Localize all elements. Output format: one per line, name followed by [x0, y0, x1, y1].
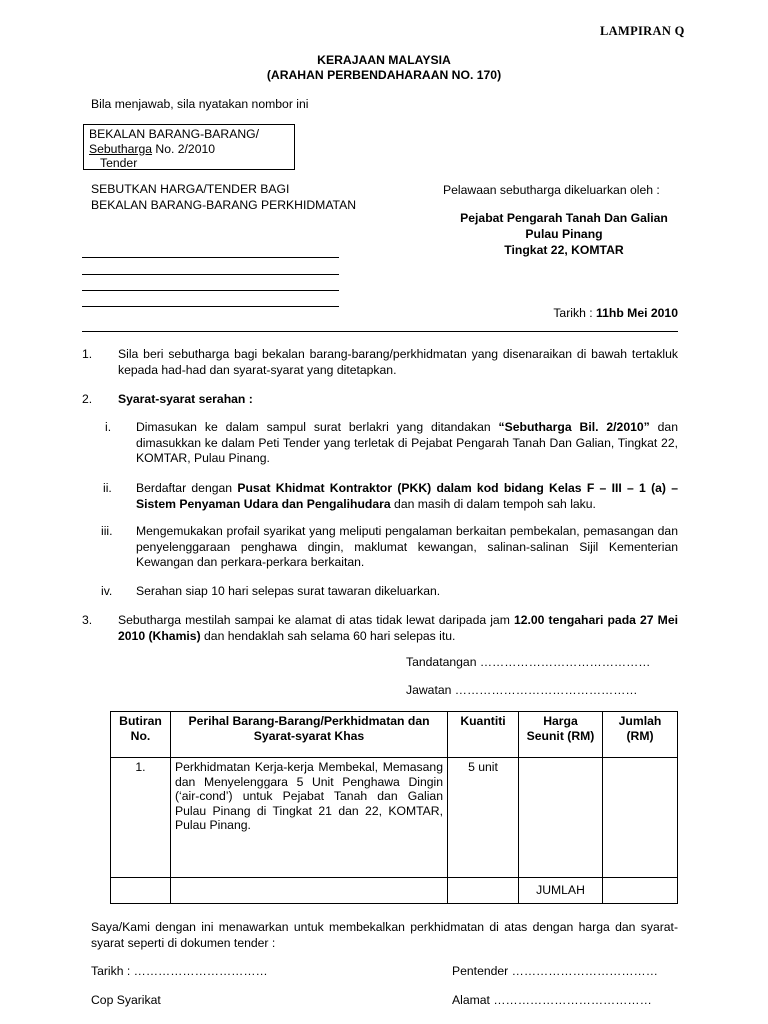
- sub-ii-b: dan masih di dalam tempoh sah laku.: [390, 496, 596, 511]
- item-1-number: 1.: [82, 347, 93, 361]
- row-number: 1.: [111, 758, 171, 878]
- footer-address: Alamat …………………………………: [452, 993, 652, 1007]
- sub-i-b: dan dimasukkan ke dalam Peti Tender yang terletak di Pejabat Pengarah Tanah Dan Galian, Tingkat 22, KOMTAR, Pulau Pinang.: [136, 420, 678, 466]
- items-table: [110, 711, 678, 904]
- header-harga-seunit: Harga Seunit (RM): [519, 712, 603, 758]
- date-label: Tarikh :: [553, 306, 597, 320]
- offer-statement: Saya/Kami dengan ini menawarkan untuk membekalkan perkhidmatan di atas dengan harga dan syarat-syarat seperti di dokumen tender :: [91, 920, 678, 950]
- item-3-b: dan hendaklah sah selama 60 hari selepas itu.: [200, 628, 456, 643]
- issuer-line-1: Pejabat Pengarah Tanah Dan Galian: [460, 211, 668, 225]
- lampiran-label: LAMPIRAN Q: [600, 24, 685, 38]
- issuer-intro: Pelawaan sebutharga dikeluarkan oleh :: [443, 183, 660, 197]
- sub-iii-text: [136, 524, 678, 571]
- item-2-title: Syarat-syarat serahan :: [118, 392, 253, 406]
- ref-line-1: BEKALAN BARANG-BARANG/: [89, 127, 259, 141]
- header-kuantiti: Kuantiti: [448, 712, 519, 758]
- header-butiran: Butiran No.: [111, 712, 171, 758]
- issuer-line-3: Tingkat 22, KOMTAR: [504, 243, 624, 257]
- footer-date: Tarikh : ……………………………: [91, 964, 268, 978]
- date-row: [553, 306, 678, 320]
- reply-note: Bila menjawab, sila nyatakan nombor ini: [91, 97, 309, 111]
- quote-heading-1: SEBUTKAN HARGA/TENDER BAGI: [91, 182, 290, 196]
- total-row-empty-3: [448, 878, 519, 904]
- issuer-line-2: Pulau Pinang: [525, 227, 603, 241]
- sub-ii-number: ii.: [103, 481, 112, 495]
- document-subtitle: (ARAHAN PERBENDAHARAAN NO. 170): [266, 68, 502, 82]
- reference-box: [83, 124, 295, 170]
- row-total: [603, 758, 678, 878]
- sub-ii-bold: Pusat Khidmat Kontraktor (PKK) dalam kod bidang Kelas F – III – 1 (a) – Sistem Penyaman Udara dan Pengalihudara: [136, 481, 679, 511]
- separator-line: [82, 331, 678, 332]
- ref-number: No. 2/2010: [152, 141, 216, 156]
- item-3-bold: 12.00 tengahari pada 27 Mei 2010 (Khamis): [118, 613, 678, 643]
- jumlah-label: JUMLAH: [519, 878, 603, 904]
- sub-ii-text: [136, 481, 678, 512]
- document-title: KERAJAAN MALAYSIA: [317, 53, 451, 67]
- blank-line: [82, 257, 339, 258]
- table-row: [111, 758, 678, 878]
- ref-sebutharga: Sebutharga: [89, 141, 153, 156]
- header-jumlah: Jumlah (RM): [603, 712, 678, 758]
- sub-i-a: Dimasukan ke dalam sampul surat berlakri yang ditandakan: [136, 420, 499, 434]
- row-unit-price: [519, 758, 603, 878]
- blank-line: [82, 306, 339, 307]
- ref-line-2: [89, 142, 289, 157]
- signature-line: Tandatangan ……………………………………: [406, 655, 651, 669]
- item-1-text: Sila beri sebutharga bagi bekalan barang-barang/perkhidmatan yang disenaraikan di bawah tertakluk kepada had-had dan syarat-syarat yang ditetapkan.: [118, 347, 678, 377]
- sub-i-text: [136, 420, 678, 467]
- blank-line: [82, 274, 339, 275]
- total-row-empty-2: [171, 878, 448, 904]
- position-line: Jawatan ………………………………………: [406, 683, 638, 697]
- item-2-number: 2.: [82, 392, 93, 406]
- header-perihal: Perihal Barang-Barang/Perkhidmatan dan Syarat-syarat Khas: [171, 712, 448, 758]
- item-3-a: Sebutharga mestilah sampai ke alamat di atas tidak lewat daripada jam: [118, 613, 514, 627]
- row-description: Perkhidmatan Kerja-kerja Membekal, Memasang dan Menyelenggara 5 Unit Penghawa Dingin (‘air-cond’) untuk Pejabat Tanah dan Galian Pulau Pinang di Tingkat 21 dan 22, KOMTAR, Pulau Pinang.: [171, 758, 448, 878]
- sub-iv-text: [136, 584, 678, 600]
- sub-iv-number: iv.: [101, 584, 113, 598]
- sub-iv-a: Serahan siap 10 hari selepas surat tawaran dikeluarkan.: [136, 584, 441, 598]
- item-3-text: [118, 613, 678, 644]
- footer-company-stamp: Cop Syarikat: [91, 993, 161, 1007]
- sub-iii-a: Mengemukakan profail syarikat yang meliputi pengalaman berkaitan pembekalan, pemasangan dan penyelenggaraan penghawa dingin, maklumat kewangan, salinan-salinan Sijil Kementerian Kewangan dan perkara-perkara berkaitan.: [136, 524, 678, 570]
- date-value: 11hb Mei 2010: [596, 306, 678, 320]
- sub-ii-a: Berdaftar dengan: [136, 481, 238, 495]
- total-row-empty-1: [111, 878, 171, 904]
- sub-i-number: i.: [105, 420, 112, 434]
- quote-heading-2: BEKALAN BARANG-BARANG PERKHIDMATAN: [91, 198, 357, 212]
- jumlah-value: [603, 878, 678, 904]
- item-3-number: 3.: [82, 613, 93, 627]
- sub-iii-number: iii.: [101, 524, 113, 538]
- footer-tenderer: Pentender ………………………………: [452, 964, 658, 978]
- blank-line: [82, 290, 339, 291]
- sub-i-bold: “Sebutharga Bil. 2/2010”: [498, 420, 650, 434]
- table-total-row: [111, 878, 678, 904]
- table-header-row: [111, 712, 678, 758]
- row-quantity: 5 unit: [448, 758, 519, 878]
- ref-line-3: Tender: [100, 156, 138, 170]
